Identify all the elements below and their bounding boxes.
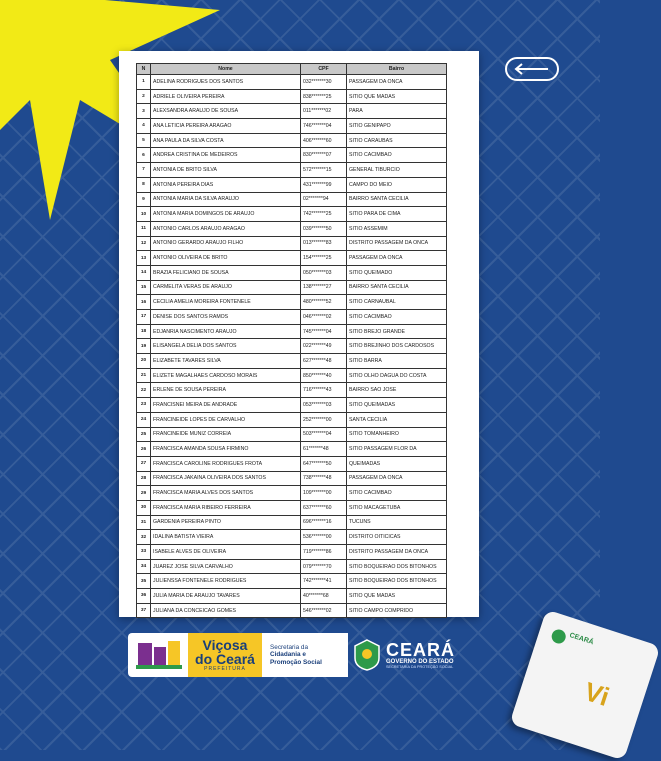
row-number: 34 bbox=[137, 559, 151, 574]
row-name: ANTONIO CARLOS ARAUJO ARAGAO bbox=[151, 221, 301, 236]
footer-logos bbox=[128, 633, 472, 677]
row-name: FRANCISCA CAROLINE RODRIGUES FROTA bbox=[151, 456, 301, 471]
row-neighborhood: DISTRITO OITICICAS bbox=[347, 530, 447, 545]
row-cpf: 138*******27 bbox=[301, 280, 347, 295]
table-row bbox=[137, 589, 447, 604]
viosa-emblem-icon bbox=[128, 633, 188, 677]
row-name: ANDREA CRISTINA DE MEDEIROS bbox=[151, 148, 301, 163]
row-number: 13 bbox=[137, 251, 151, 266]
secretaria-line-1: Secretaria da bbox=[270, 643, 309, 651]
row-neighborhood: SANTA CECILIA bbox=[347, 412, 447, 427]
row-cpf: 431*******99 bbox=[301, 177, 347, 192]
row-neighborhood: SITIO PARA DE CIMA bbox=[347, 207, 447, 222]
table-row bbox=[137, 383, 447, 398]
row-cpf: 40*******68 bbox=[301, 589, 347, 604]
row-number: 36 bbox=[137, 589, 151, 604]
row-cpf: 716*******43 bbox=[301, 383, 347, 398]
table-row bbox=[137, 236, 447, 251]
table-row bbox=[137, 545, 447, 560]
row-neighborhood: PARA bbox=[347, 104, 447, 119]
row-neighborhood: SITIO CARNAUBAL bbox=[347, 295, 447, 310]
table-row bbox=[137, 574, 447, 589]
row-number: 12 bbox=[137, 236, 151, 251]
viosa-logo bbox=[188, 633, 262, 677]
row-neighborhood: SITIO BOQUEIRAO DOS BITONHOS bbox=[347, 574, 447, 589]
row-number: 27 bbox=[137, 456, 151, 471]
table-row bbox=[137, 177, 447, 192]
table-row bbox=[137, 486, 447, 501]
table-row bbox=[137, 280, 447, 295]
document-page bbox=[119, 51, 479, 617]
row-cpf: 503*******04 bbox=[301, 427, 347, 442]
row-name: BRAZIA FELICIANO DE SOUSA bbox=[151, 265, 301, 280]
table-body bbox=[137, 75, 447, 618]
table-row bbox=[137, 295, 447, 310]
row-neighborhood: PASSAGEM DA ONCA bbox=[347, 75, 447, 90]
row-number: 25 bbox=[137, 427, 151, 442]
row-number: 23 bbox=[137, 398, 151, 413]
row-name: ANTONIA MARIA DA SILVA ARAUJO bbox=[151, 192, 301, 207]
row-neighborhood: SITIO CACIMBAO bbox=[347, 486, 447, 501]
row-neighborhood: SITIO QUE MADAS bbox=[347, 589, 447, 604]
table-header-row bbox=[137, 64, 447, 75]
row-number: 11 bbox=[137, 221, 151, 236]
row-name: ANTONIA MARIA DOMINGOS DE ARAUJO bbox=[151, 207, 301, 222]
table-row bbox=[137, 207, 447, 222]
row-number: 10 bbox=[137, 207, 151, 222]
row-number: 31 bbox=[137, 515, 151, 530]
table-row bbox=[137, 471, 447, 486]
row-number: 15 bbox=[137, 280, 151, 295]
row-name: JULIENSSA FONTENELE RODRIGUES bbox=[151, 574, 301, 589]
row-cpf: 252*******00 bbox=[301, 412, 347, 427]
row-cpf: 627*******48 bbox=[301, 354, 347, 369]
row-name: ERLENE DE SOUSA PEREIRA bbox=[151, 383, 301, 398]
row-name: JUAREZ JOSE SILVA CARVALHO bbox=[151, 559, 301, 574]
row-neighborhood: SITIO MACAGETUBA bbox=[347, 500, 447, 515]
row-number: 35 bbox=[137, 574, 151, 589]
row-cpf: 838*******25 bbox=[301, 89, 347, 104]
header-cpf: CPF bbox=[301, 64, 347, 75]
row-neighborhood: SITIO CACIMBAO bbox=[347, 148, 447, 163]
row-cpf: 02*******94 bbox=[301, 192, 347, 207]
row-cpf: 032*******30 bbox=[301, 75, 347, 90]
viosa-name-2: do Ceará bbox=[195, 651, 255, 667]
row-cpf: 647*******50 bbox=[301, 456, 347, 471]
row-name: FRANCISCA MARIA ALVES DOS SANTOS bbox=[151, 486, 301, 501]
row-name: FRANCINEIDE MUNIZ CORREIA bbox=[151, 427, 301, 442]
table-row bbox=[137, 89, 447, 104]
table-row bbox=[137, 398, 447, 413]
row-neighborhood: PASSAGEM DA ONCA bbox=[347, 251, 447, 266]
card-brand: CEARÁ bbox=[568, 631, 595, 647]
row-neighborhood: BAIRRO SANTA CECILIA bbox=[347, 280, 447, 295]
table-row bbox=[137, 119, 447, 134]
row-name: ELISANGELA DELIA DOS SANTOS bbox=[151, 339, 301, 354]
secretaria-line-2: Cidadania e bbox=[270, 651, 306, 659]
table-row bbox=[137, 427, 447, 442]
table-row bbox=[137, 603, 447, 618]
row-number: 16 bbox=[137, 295, 151, 310]
row-cpf: 572*******15 bbox=[301, 163, 347, 178]
row-name: IDALINA BATISTA VIEIRA bbox=[151, 530, 301, 545]
row-cpf: 742*******25 bbox=[301, 207, 347, 222]
row-name: JULIA MARIA DE ARAUJO TAVARES bbox=[151, 589, 301, 604]
table-row bbox=[137, 133, 447, 148]
row-neighborhood: SITIO OLHO DAGUA DO COSTA bbox=[347, 368, 447, 383]
row-number: 22 bbox=[137, 383, 151, 398]
row-cpf: 079*******70 bbox=[301, 559, 347, 574]
table-row bbox=[137, 148, 447, 163]
table-row bbox=[137, 75, 447, 90]
row-number: 18 bbox=[137, 324, 151, 339]
row-number: 4 bbox=[137, 119, 151, 134]
row-neighborhood: SITIO QUE MADAS bbox=[347, 89, 447, 104]
row-name: ANA PAULA DA SILVA COSTA bbox=[151, 133, 301, 148]
row-number: 17 bbox=[137, 310, 151, 325]
viosa-name: Viçosa bbox=[202, 637, 248, 653]
row-name: EDJANRIA NASCIMENTO ARAUJO bbox=[151, 324, 301, 339]
row-number: 24 bbox=[137, 412, 151, 427]
row-name: ANA LETICIA PEREIRA ARAGAO bbox=[151, 119, 301, 134]
row-cpf: 696*******16 bbox=[301, 515, 347, 530]
ceara-subtitle: GOVERNO DO ESTADO bbox=[386, 659, 454, 665]
row-neighborhood: PASSAGEM DA ONCA bbox=[347, 471, 447, 486]
row-number: 28 bbox=[137, 471, 151, 486]
row-name: ADRIELE OLIVEIRA PEREIRA bbox=[151, 89, 301, 104]
row-neighborhood: SITIO TOMANHEIRO bbox=[347, 427, 447, 442]
row-cpf: 050*******03 bbox=[301, 265, 347, 280]
table-row bbox=[137, 339, 447, 354]
row-number: 2 bbox=[137, 89, 151, 104]
row-neighborhood: SITIO CARAUBAS bbox=[347, 133, 447, 148]
row-cpf: 022*******49 bbox=[301, 339, 347, 354]
table-row bbox=[137, 354, 447, 369]
table-row bbox=[137, 310, 447, 325]
row-cpf: 745*******04 bbox=[301, 324, 347, 339]
row-number: 1 bbox=[137, 75, 151, 90]
prefeitura-label: PREFEITURA bbox=[204, 666, 246, 672]
row-neighborhood: QUEIMADAS bbox=[347, 456, 447, 471]
row-number: 19 bbox=[137, 339, 151, 354]
row-name: ANTONIA PEREIRA DIAS bbox=[151, 177, 301, 192]
row-name: FRANCISCA JAKAINA OLIVEIRA DOS SANTOS bbox=[151, 471, 301, 486]
row-number: 26 bbox=[137, 442, 151, 457]
row-neighborhood: SITIO QUEIMADO bbox=[347, 265, 447, 280]
row-name: ELIZETE MAGALHAES CARDOSO MORAIS bbox=[151, 368, 301, 383]
table-row bbox=[137, 163, 447, 178]
table-row bbox=[137, 412, 447, 427]
row-neighborhood: TUCUNS bbox=[347, 515, 447, 530]
row-neighborhood: CAMPO DO MEIO bbox=[347, 177, 447, 192]
table-row bbox=[137, 442, 447, 457]
row-cpf: 011*******02 bbox=[301, 104, 347, 119]
row-number: 3 bbox=[137, 104, 151, 119]
row-cpf: 053*******03 bbox=[301, 398, 347, 413]
table-row bbox=[137, 515, 447, 530]
row-name: FRANCISCA MARIA RIBEIRO FERREIRA bbox=[151, 500, 301, 515]
row-name: ANTONIO OLIVEIRA DE BRITO bbox=[151, 251, 301, 266]
table-row bbox=[137, 559, 447, 574]
secretaria-line-3: Promoção Social bbox=[270, 658, 322, 666]
arrow-left-icon bbox=[514, 63, 550, 75]
table-row bbox=[137, 265, 447, 280]
row-neighborhood: SITIO BREJINHO DOS CARDOSOS bbox=[347, 339, 447, 354]
row-cpf: 039*******50 bbox=[301, 221, 347, 236]
ceara-coat-of-arms-icon bbox=[352, 638, 382, 672]
row-name: FRANCINEIDE LOPES DE CARVALHO bbox=[151, 412, 301, 427]
row-name: ADELINA RODRIGUES DOS SANTOS bbox=[151, 75, 301, 90]
row-cpf: 406*******60 bbox=[301, 133, 347, 148]
row-cpf: 830*******07 bbox=[301, 148, 347, 163]
row-neighborhood: DISTRITO PASSAGEM DA ONCA bbox=[347, 236, 447, 251]
row-cpf: 013*******83 bbox=[301, 236, 347, 251]
table-row bbox=[137, 251, 447, 266]
table-row bbox=[137, 530, 447, 545]
row-cpf: 719*******86 bbox=[301, 545, 347, 560]
row-neighborhood: DISTRITO PASSAGEM DA ONCA bbox=[347, 545, 447, 560]
row-number: 5 bbox=[137, 133, 151, 148]
beneficiaries-table bbox=[136, 63, 447, 618]
row-name: CARMELITA VERAS DE ARAUJO bbox=[151, 280, 301, 295]
row-cpf: 046*******02 bbox=[301, 310, 347, 325]
ceara-secretariat: SECRETARIA DA PROTEÇÃO SOCIAL bbox=[386, 665, 454, 669]
row-name: GARDENIA PEREIRA PINTO bbox=[151, 515, 301, 530]
row-name: ELIZABETE TAVARES SILVA bbox=[151, 354, 301, 369]
row-neighborhood: SITIO BREJO GRANDE bbox=[347, 324, 447, 339]
table-row bbox=[137, 456, 447, 471]
row-cpf: 61*******48 bbox=[301, 442, 347, 457]
row-name: ALEXSANDRA ARAUJO DE SOUSA bbox=[151, 104, 301, 119]
row-neighborhood: SITIO CAMPO COMPRIDO bbox=[347, 603, 447, 618]
viosa-emblem-logo bbox=[128, 633, 188, 677]
row-name: DENISE DOS SANTOS RAMOS bbox=[151, 310, 301, 325]
header-name: Nome bbox=[151, 64, 301, 75]
row-name: JULIANA DA CONCEICAO GOMES bbox=[151, 603, 301, 618]
row-neighborhood: SITIO GENIPAPO bbox=[347, 119, 447, 134]
row-number: 9 bbox=[137, 192, 151, 207]
ceara-government-logo bbox=[352, 633, 472, 677]
row-number: 7 bbox=[137, 163, 151, 178]
row-cpf: 480*******52 bbox=[301, 295, 347, 310]
row-neighborhood: SITIO QUEIMADAS bbox=[347, 398, 447, 413]
table-row bbox=[137, 368, 447, 383]
row-name: FRANCISCA AMANDA SOUSA FIRMINO bbox=[151, 442, 301, 457]
ceara-title: CEARÁ bbox=[386, 640, 456, 660]
header-number: N bbox=[137, 64, 151, 75]
row-cpf: 742*******41 bbox=[301, 574, 347, 589]
row-cpf: 637*******60 bbox=[301, 500, 347, 515]
row-number: 21 bbox=[137, 368, 151, 383]
back-button[interactable] bbox=[505, 57, 559, 81]
row-number: 30 bbox=[137, 500, 151, 515]
row-neighborhood: SITIO BARRA bbox=[347, 354, 447, 369]
row-name: ANTONIO GERARDO ARAUJO FILHO bbox=[151, 236, 301, 251]
card-big-text: Vi bbox=[580, 676, 613, 713]
table-row bbox=[137, 104, 447, 119]
row-number: 8 bbox=[137, 177, 151, 192]
row-neighborhood: SITIO CACIMBAO bbox=[347, 310, 447, 325]
table-row bbox=[137, 500, 447, 515]
row-cpf: 738*******48 bbox=[301, 471, 347, 486]
row-cpf: 154*******25 bbox=[301, 251, 347, 266]
row-neighborhood: GENERAL TIBURCIO bbox=[347, 163, 447, 178]
header-neighborhood: Bairro bbox=[347, 64, 447, 75]
table-row bbox=[137, 324, 447, 339]
row-neighborhood: SITIO ASSEMIM bbox=[347, 221, 447, 236]
row-neighborhood: SITIO PASSAGEM FLOR DA bbox=[347, 442, 447, 457]
row-neighborhood: BAIRRO SAO JOSE bbox=[347, 383, 447, 398]
row-neighborhood: BAIRRO SANTA CECILIA bbox=[347, 192, 447, 207]
row-cpf: 536*******00 bbox=[301, 530, 347, 545]
row-name: CECILIA AMELIA MOREIRA FONTENELE bbox=[151, 295, 301, 310]
row-number: 14 bbox=[137, 265, 151, 280]
row-neighborhood: SITIO BOQUEIRAO DOS BITONHOS bbox=[347, 559, 447, 574]
row-cpf: 109*******00 bbox=[301, 486, 347, 501]
row-number: 37 bbox=[137, 603, 151, 618]
row-cpf: 850*******40 bbox=[301, 368, 347, 383]
table-row bbox=[137, 221, 447, 236]
row-cpf: 546*******02 bbox=[301, 603, 347, 618]
row-cpf: 746*******04 bbox=[301, 119, 347, 134]
row-number: 6 bbox=[137, 148, 151, 163]
row-number: 20 bbox=[137, 354, 151, 369]
row-number: 29 bbox=[137, 486, 151, 501]
row-name: ISABELE ALVES DE OLIVEIRA bbox=[151, 545, 301, 560]
row-number: 32 bbox=[137, 530, 151, 545]
row-name: ANTONIA DE BRITO SILVA bbox=[151, 163, 301, 178]
row-number: 33 bbox=[137, 545, 151, 560]
table-row bbox=[137, 192, 447, 207]
row-name: FRANCISNEI MEIRA DE ANDRADE bbox=[151, 398, 301, 413]
secretaria-logo bbox=[262, 633, 348, 677]
